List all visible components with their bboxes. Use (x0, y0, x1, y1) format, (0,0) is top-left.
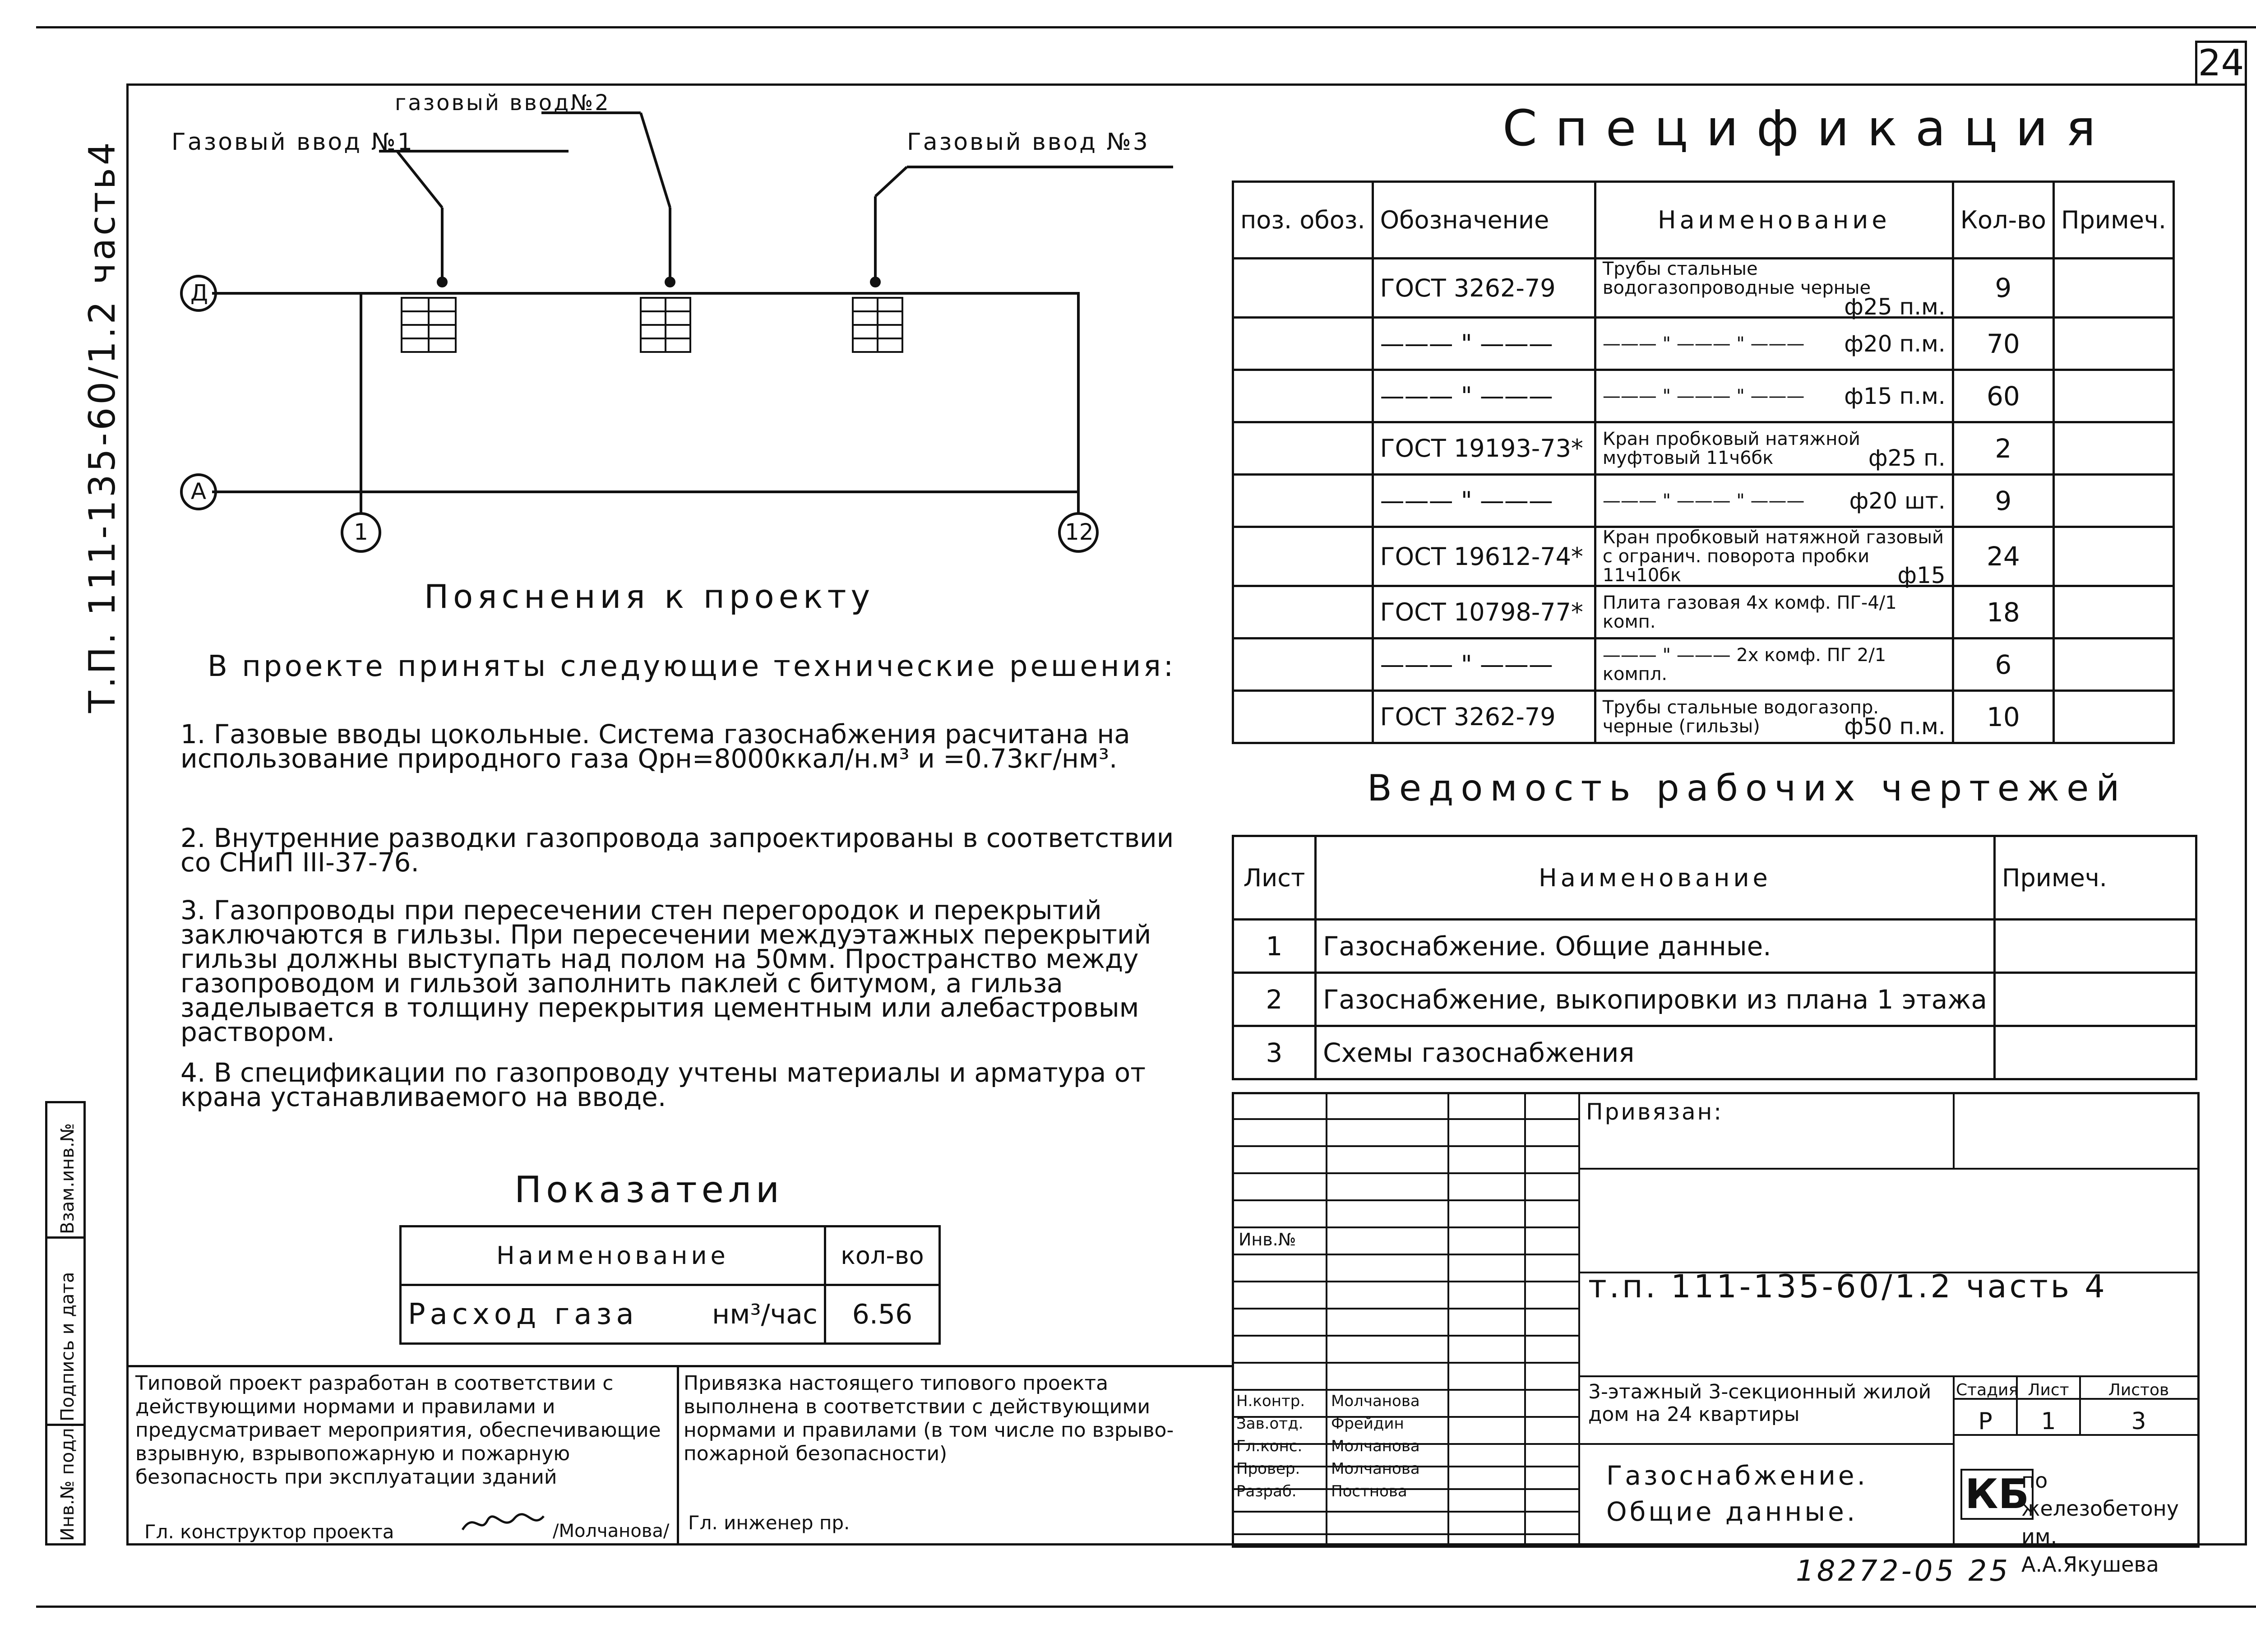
drawings-cell-note (1994, 920, 2196, 973)
role-person: Молчанова (1331, 1437, 1420, 1455)
spec-item-name: Кран пробковый натяжной газовый с огранич. поворота пробки 11ч10бк (1602, 527, 1944, 586)
spec-row (1233, 370, 2174, 422)
spec-cell-note (2053, 639, 2173, 691)
spec-row (1233, 527, 2174, 586)
spec-item-name: ——— " ——— " ——— (1602, 333, 1805, 354)
spec-cell-name (1595, 586, 1953, 639)
spec-cell-name (1595, 370, 1953, 422)
sign-date-label: Подпись и дата (57, 1272, 78, 1421)
organization: по железобетону им. А.А.Якушева (2021, 1468, 2179, 1577)
role-person: Постнова (1331, 1482, 1407, 1500)
spec-header-note: Примеч. (2053, 182, 2173, 259)
spec-cell-qty: 10 (1953, 691, 2053, 743)
spec-cell-poz (1233, 475, 1373, 527)
explanation-item-3: 3. Газопроводы при пересечении стен перегородок и перекрытий заключаются в гильзы. При пересечении междуэтажных перекрытий гильзы должны выступать над полом на 50мм. Пространство между газопроводом и гильзой заполнить паклей с битумом, а гильза заделывается в толщину перекрытия цементным или алебастровым раствором. (180, 895, 1151, 1047)
spec-item-size: ф20 шт. (1849, 487, 1946, 514)
spec-row (1233, 259, 2174, 318)
spec-cell-name (1595, 318, 1953, 370)
attached-label: Привязан: (1586, 1099, 1724, 1125)
drawings-cell-name: Газоснабжение. Общие данные. (1316, 920, 1995, 973)
spec-cell-note (2053, 370, 2173, 422)
project-code-vertical: Т.П. 111-135-60/1.2 часть4 (81, 139, 123, 713)
drawings-cell-name: Схемы газоснабжения (1316, 1026, 1995, 1079)
spec-cell-code: ——— " ——— (1373, 639, 1595, 691)
role-title: Разраб. (1236, 1482, 1297, 1500)
role-title: Зав.отд. (1236, 1415, 1304, 1433)
spec-item-name: ——— " ——— " ——— (1602, 490, 1805, 511)
drawings-row (1233, 1026, 2196, 1079)
spec-cell-note (2053, 475, 2173, 527)
explanation-item-2: 2. Внутренние разводки газопровода запроектированы в соответствии со СНиП III-37-76. (180, 823, 1174, 878)
title-block-project: т.п. 111-135-60/1.2 часть 4 (1588, 1268, 2108, 1305)
stage-label: Стадия (1956, 1381, 2019, 1399)
indicators-title: Показатели (514, 1169, 784, 1211)
spec-cell-poz (1233, 639, 1373, 691)
drawings-table (1232, 835, 2197, 1080)
explanation-item-4: 4. В спецификации по газопроводу учтены материалы и арматура от крана устанавливаемого на вводе. (180, 1057, 1146, 1112)
indicators-row-name: Расход газа (401, 1285, 686, 1344)
inv-orig-box (45, 1424, 86, 1546)
drawings-title: Ведомость рабочих чертежей (1367, 767, 2127, 809)
right-statement-signer: Гл. инженер пр. (688, 1512, 850, 1534)
stage-value: Р (1978, 1408, 1992, 1435)
spec-cell-name (1595, 422, 1953, 475)
signature-molchanova-icon (460, 1507, 546, 1539)
spec-cell-qty: 9 (1953, 259, 2053, 318)
gas-input-3-label: Газовый ввод №3 (907, 129, 1150, 156)
specification-title: Спецификация (1502, 99, 2114, 157)
role-title: Провер. (1236, 1460, 1300, 1478)
spec-item-size: ф15 (1897, 562, 1946, 588)
inv-orig-label: Инв.№ подл. (57, 1422, 78, 1541)
spec-cell-poz (1233, 527, 1373, 586)
spec-cell-name (1595, 691, 1953, 743)
indicators-row-value: 6.56 (825, 1285, 939, 1344)
drawings-cell-sheet: 2 (1233, 973, 1316, 1026)
drawings-row (1233, 920, 2196, 973)
explanations-intro: В проекте приняты следующие технические решения: (208, 650, 1176, 683)
drawings-header-sheet: Лист (1233, 836, 1316, 920)
spec-item-name: ——— " ——— 2х комф. ПГ 2/1 компл. (1602, 644, 1886, 685)
sheets-label: Листов (2108, 1381, 2169, 1399)
spec-item-size: ф25 п.м. (1844, 294, 1946, 320)
drawings-cell-sheet: 1 (1233, 920, 1316, 973)
explanations-title: Пояснения к проекту (424, 578, 875, 615)
sheet-value: 1 (2041, 1408, 2056, 1435)
spec-cell-name (1595, 259, 1953, 318)
left-statement-signer: Гл. конструктор проекта (144, 1521, 394, 1543)
spec-cell-code: ГОСТ 19612-74* (1373, 527, 1595, 586)
spec-cell-poz (1233, 370, 1373, 422)
role-person: Молчанова (1331, 1460, 1420, 1478)
gas-input-plan (171, 99, 1209, 578)
statements-divider (677, 1365, 679, 1546)
spec-cell-code: ——— " ——— (1373, 370, 1595, 422)
spec-item-size: ф15 п.м. (1844, 383, 1946, 409)
spec-cell-qty: 2 (1953, 422, 2053, 475)
spec-cell-note (2053, 259, 2173, 318)
spec-item-name: ——— " ——— " ——— (1602, 385, 1805, 407)
spec-cell-qty: 6 (1953, 639, 2053, 691)
gas-input-2-label: газовый ввод№2 (395, 90, 610, 116)
spec-cell-note (2053, 318, 2173, 370)
spec-item-size: ф20 п.м. (1844, 330, 1946, 357)
spec-row (1233, 691, 2174, 743)
right-statement: Привязка настоящего типового проекта выполнена в соответствии с действующими нормами и правилами (в том числе по взрыво-пожарной безопасности) (684, 1372, 1174, 1465)
replace-inv-label: Взам.инв.№ (57, 1123, 78, 1234)
drawings-cell-sheet: 3 (1233, 1026, 1316, 1079)
drawings-cell-name: Газоснабжение, выкопировки из плана 1 этажа (1316, 973, 1995, 1026)
spec-cell-note (2053, 527, 2173, 586)
page-number: 24 (2195, 41, 2247, 86)
spec-cell-name (1595, 527, 1953, 586)
explanation-item-1: 1. Газовые вводы цокольные. Система газоснабжения расчитана на использование природного газа Qрн=8000ккал/н.м³ и =0.73кг/нм³. (180, 719, 1130, 774)
spec-cell-code: ГОСТ 3262-79 (1373, 691, 1595, 743)
sign-date-box (45, 1236, 86, 1426)
spec-item-name: Плита газовая 4х комф. ПГ-4/1 комп. (1602, 592, 1897, 632)
drawings-row (1233, 973, 2196, 1026)
spec-cell-poz (1233, 691, 1373, 743)
spec-item-name: Трубы стальные водогазопроводные черные (1602, 259, 1871, 298)
statements-top-line (126, 1365, 1232, 1367)
drawings-header-name: Наименование (1316, 836, 1995, 920)
spec-item-size: ф25 п. (1868, 444, 1946, 471)
spec-item-size: ф50 п.м. (1844, 713, 1946, 740)
role-title: Н.контр. (1236, 1392, 1305, 1410)
spec-cell-qty: 60 (1953, 370, 2053, 422)
spec-header-qty: Кол-во (1953, 182, 2053, 259)
spec-header-code: Обозначение (1373, 182, 1595, 259)
drawings-cell-note (1994, 1026, 2196, 1079)
spec-cell-code: ГОСТ 3262-79 (1373, 259, 1595, 318)
spec-cell-poz (1233, 586, 1373, 639)
spec-cell-poz (1233, 422, 1373, 475)
indicators-col-name: Наименование (401, 1226, 825, 1285)
specification-table (1232, 180, 2175, 744)
sheet-label: Лист (2028, 1381, 2069, 1399)
spec-header-poz: поз. обоз. (1233, 182, 1373, 259)
indicators-col-qty: кол-во (825, 1226, 939, 1285)
axis-1-label: 1 (354, 519, 368, 545)
left-statement-name: /Молчанова/ (553, 1521, 670, 1541)
spec-row (1233, 586, 2174, 639)
spec-header-name: Наименование (1595, 182, 1953, 259)
building-name: 3-этажный 3-секционный жилой дом на 24 квартиры (1588, 1380, 1932, 1426)
top-border (36, 26, 2256, 28)
spec-cell-qty: 70 (1953, 318, 2053, 370)
spec-item-name: Трубы стальные водогазопр. черные (гильзы) (1602, 697, 1879, 737)
bottom-border (36, 1606, 2256, 1608)
axis-a-label: А (190, 478, 207, 504)
spec-cell-note (2053, 691, 2173, 743)
archive-number: 18272-05 25 (1796, 1555, 2011, 1588)
drawings-header-note: Примеч. (1994, 836, 2196, 920)
role-title: Гл.конс. (1236, 1437, 1303, 1455)
indicators-table (399, 1225, 941, 1345)
spec-item-name: Кран пробковый натяжной муфтовый 11ч6бк (1602, 428, 1860, 468)
spec-cell-poz (1233, 318, 1373, 370)
org-logo: КБ (1960, 1469, 2034, 1520)
spec-cell-name (1595, 475, 1953, 527)
replace-inv-box (45, 1101, 86, 1239)
gas-input-1-label: Газовый ввод №1 (171, 129, 414, 156)
role-person: Молчанова (1331, 1392, 1420, 1410)
spec-cell-note (2053, 586, 2173, 639)
inv-no-label: Инв.№ (1239, 1230, 1296, 1249)
spec-cell-code: ГОСТ 10798-77* (1373, 586, 1595, 639)
spec-cell-qty: 24 (1953, 527, 2053, 586)
spec-row (1233, 639, 2174, 691)
spec-row (1233, 422, 2174, 475)
frame-top (126, 83, 2197, 86)
spec-cell-note (2053, 422, 2173, 475)
spec-cell-code: ——— " ——— (1373, 318, 1595, 370)
spec-cell-code: ——— " ——— (1373, 475, 1595, 527)
spec-cell-poz (1233, 259, 1373, 318)
sheets-value: 3 (2131, 1408, 2146, 1435)
role-person: Фрейдин (1331, 1415, 1404, 1433)
left-statement: Типовой проект разработан в соответствии с действующими нормами и правилами и предусматривает мероприятия, обеспечивающие взрывную, взрывопожарную и пожарную безопасность при эксплуатации зданий (135, 1372, 661, 1489)
spec-row (1233, 318, 2174, 370)
spec-cell-qty: 18 (1953, 586, 2053, 639)
indicators-row-unit: нм³/час (686, 1285, 825, 1344)
drawings-cell-note (1994, 973, 2196, 1026)
axis-12-label: 12 (1065, 519, 1094, 545)
spec-cell-code: ГОСТ 19193-73* (1373, 422, 1595, 475)
sheet-title: Газоснабжение. Общие данные. (1606, 1460, 1868, 1527)
spec-row (1233, 475, 2174, 527)
spec-cell-name (1595, 639, 1953, 691)
spec-cell-qty: 9 (1953, 475, 2053, 527)
axis-d-label: Д (190, 280, 208, 306)
